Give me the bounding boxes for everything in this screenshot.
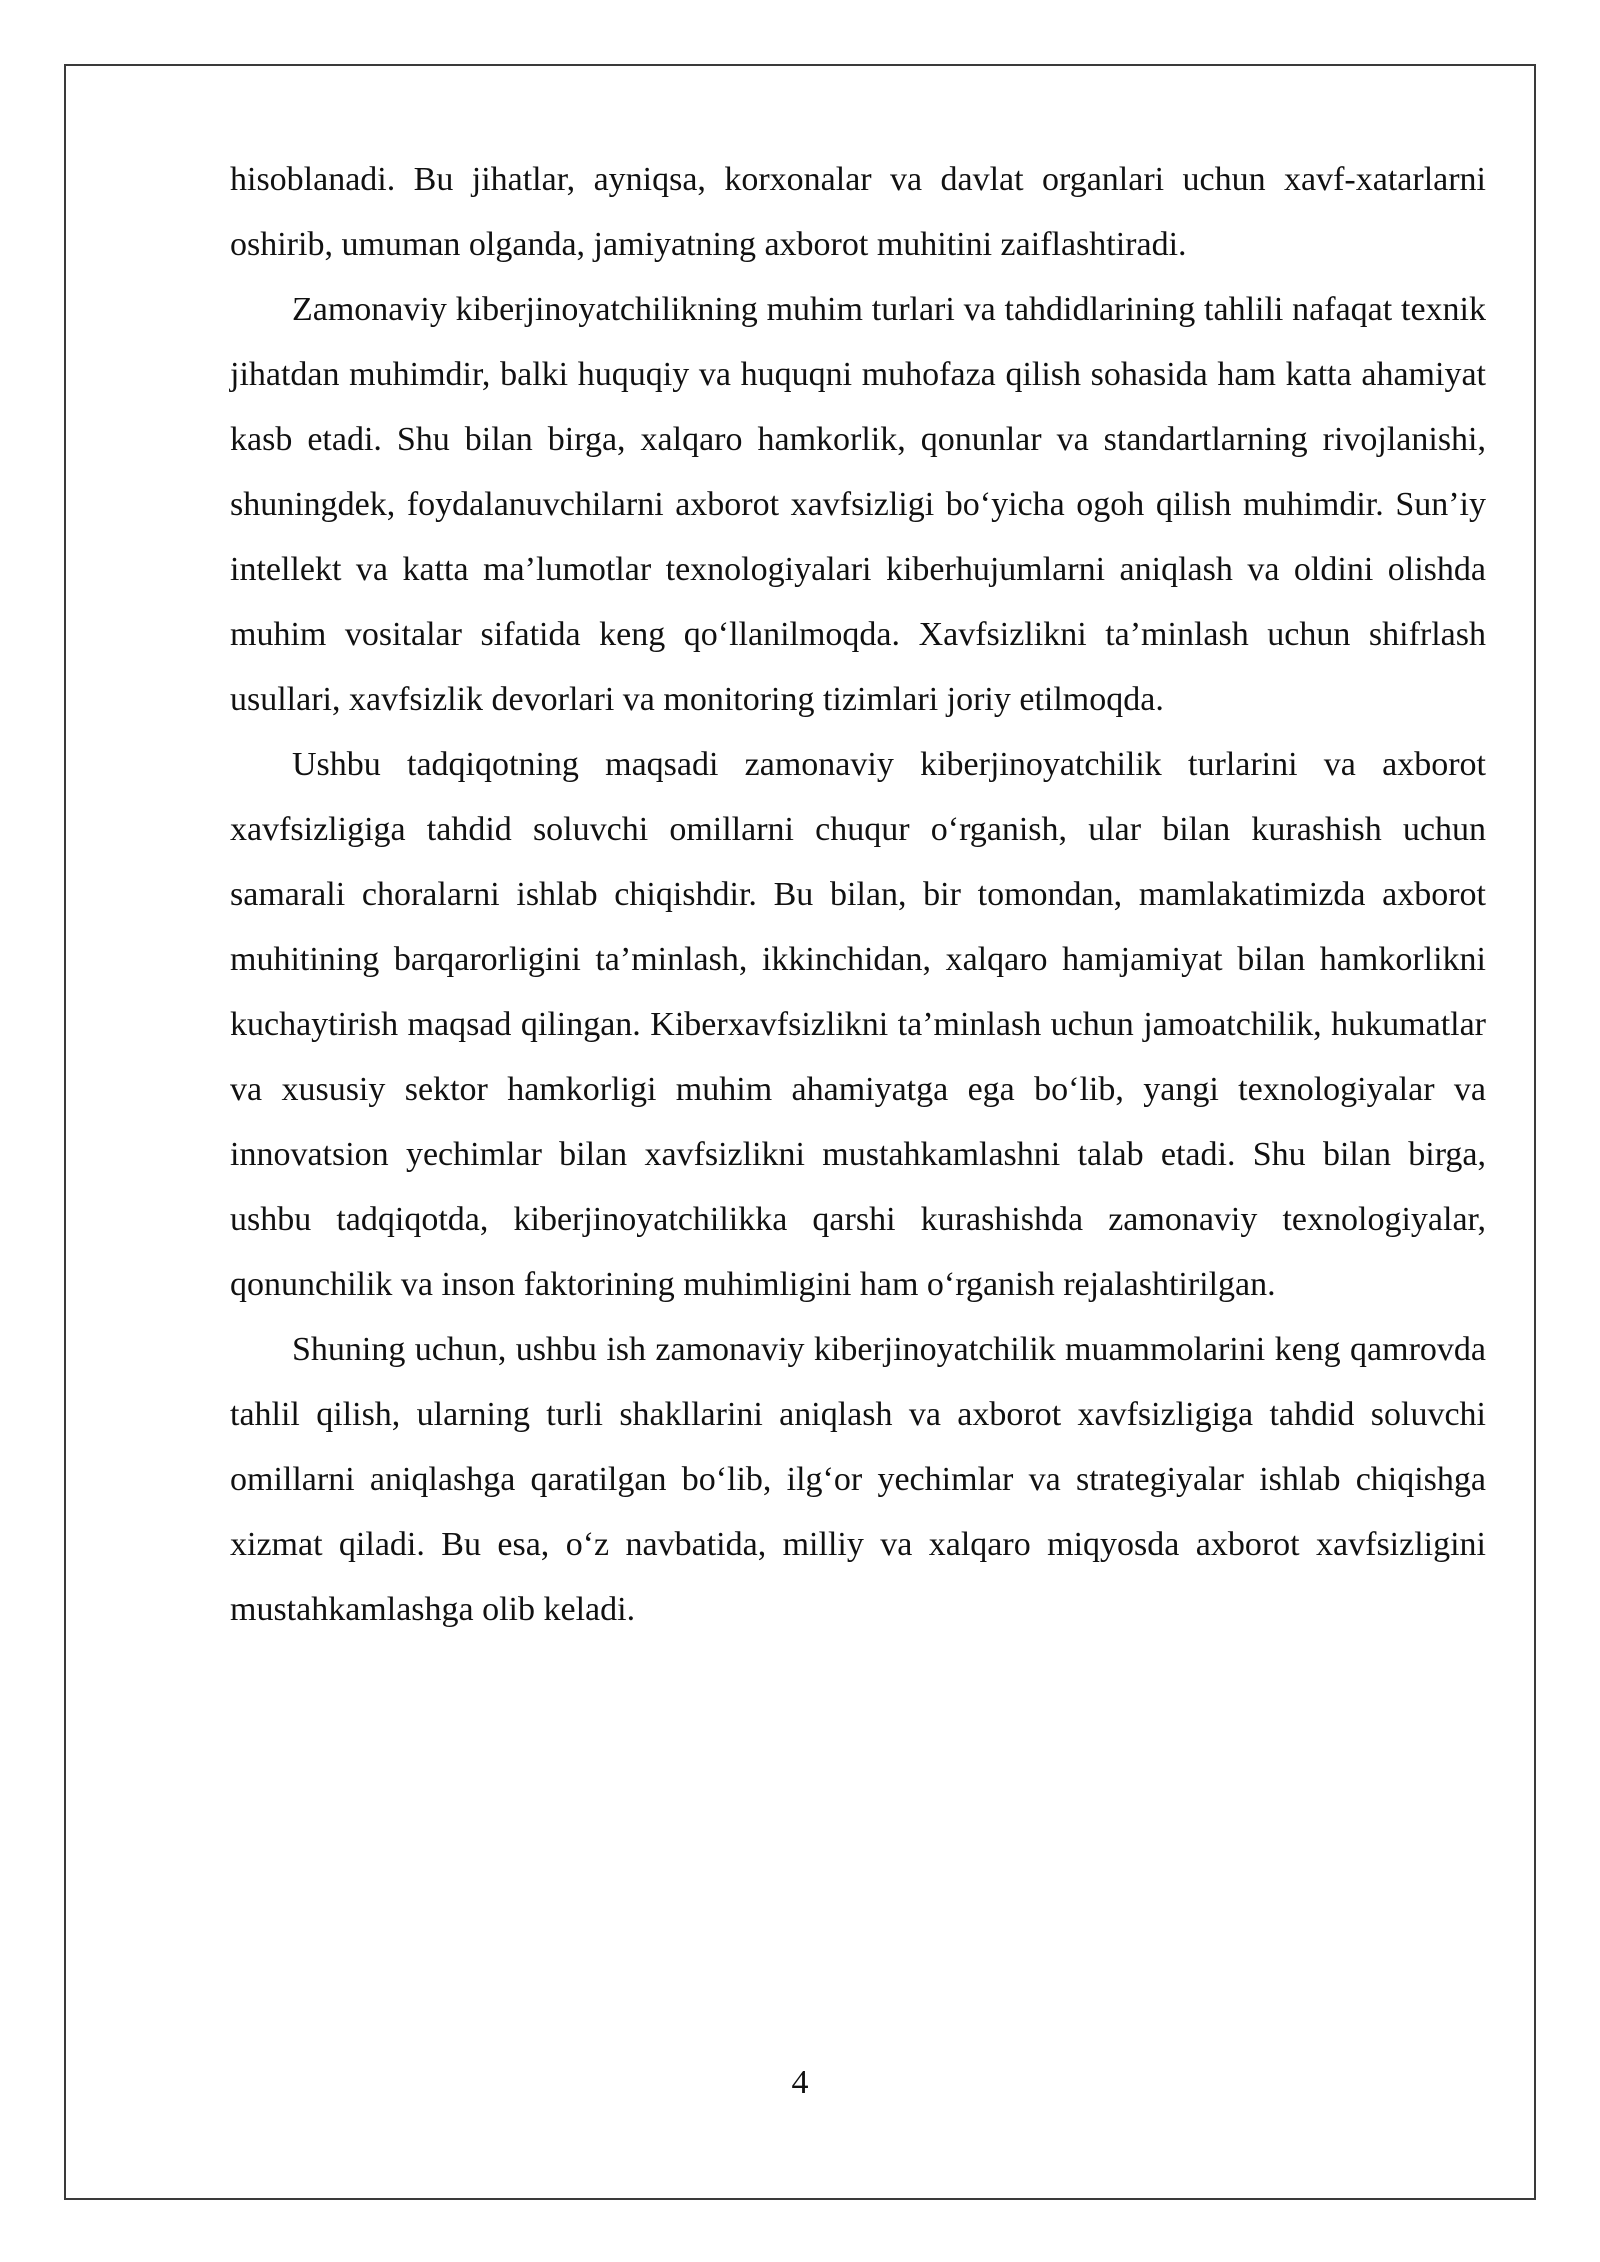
paragraph-continuation: hisoblanadi. Bu jihatlar, ayniqsa, korxonalar va davlat organlari uchun xavf-xatarlarni oshirib, umuman olganda, jamiyatning axborot muhitini zaiflashtiradi.	[230, 161, 1486, 263]
paragraph-research-goal: Ushbu tadqiqotning maqsadi zamonaviy kiberjinoyatchilik turlarini va axborot xavfsizligiga tahdid soluvchi omillarni chuqur o‘rganish, ular bilan kurashish uchun samarali choralarni ishlab chiqishdir. Bu bilan, bir tomondan, mamlakatimizda axborot muhitining barqarorligini ta’minlash, ikkinchidan, xalqaro hamjamiyat bilan hamkorlikni kuchaytirish maqsad qilingan. Kiberxavfsizlikni ta’minlash uchun jamoatchilik, hukumatlar va xususiy sektor hamkorligi muhim ahamiyatga ega bo‘lib, yangi texnologiyalar va innovatsion yechimlar bilan xavfsizlikni mustahkamlashni talab etadi. Shu bilan birga, ushbu tadqiqotda, kiberjinoyatchilikka qarshi kurashishda zamonaviy texnologiyalar, qonunchilik va inson faktorining muhimligini ham o‘rganish rejalashtirilgan.	[230, 746, 1486, 1303]
paragraph-conclusion: Shuning uchun, ushbu ish zamonaviy kiberjinoyatchilik muammolarini keng qamrovda tahlil qilish, ularning turli shakllarini aniqlash va axborot xavfsizligiga tahdid soluvchi omillarni aniqlashga qaratilgan bo‘lib, ilg‘or yechimlar va strategiyalar ishlab chiqishga xizmat qiladi. Bu esa, o‘z navbatida, milliy va xalqaro miqyosda axborot xavfsizligini mustahkamlashga olib keladi.	[230, 1331, 1486, 1628]
page-number: 4	[791, 2064, 809, 2101]
document-body	[230, 147, 1486, 1642]
paragraph-analysis: Zamonaviy kiberjinoyatchilikning muhim turlari va tahdidlarining tahlili nafaqat texnik jihatdan muhimdir, balki huquqiy va huquqni muhofaza qilish sohasida ham katta ahamiyat kasb etadi. Shu bilan birga, xalqaro hamkorlik, qonunlar va standartlarning rivojlanishi, shuningdek, foydalanuvchilarni axborot xavfsizligi bo‘yicha ogoh qilish muhimdir. Sun’iy intellekt va katta ma’lumotlar texnologiyalari kiberhujumlarni aniqlash va oldini olishda muhim vositalar sifatida keng qo‘llanilmoqda. Xavfsizlikni ta’minlash uchun shifrlash usullari, xavfsizlik devorlari va monitoring tizimlari joriy etilmoqda.	[230, 291, 1486, 718]
